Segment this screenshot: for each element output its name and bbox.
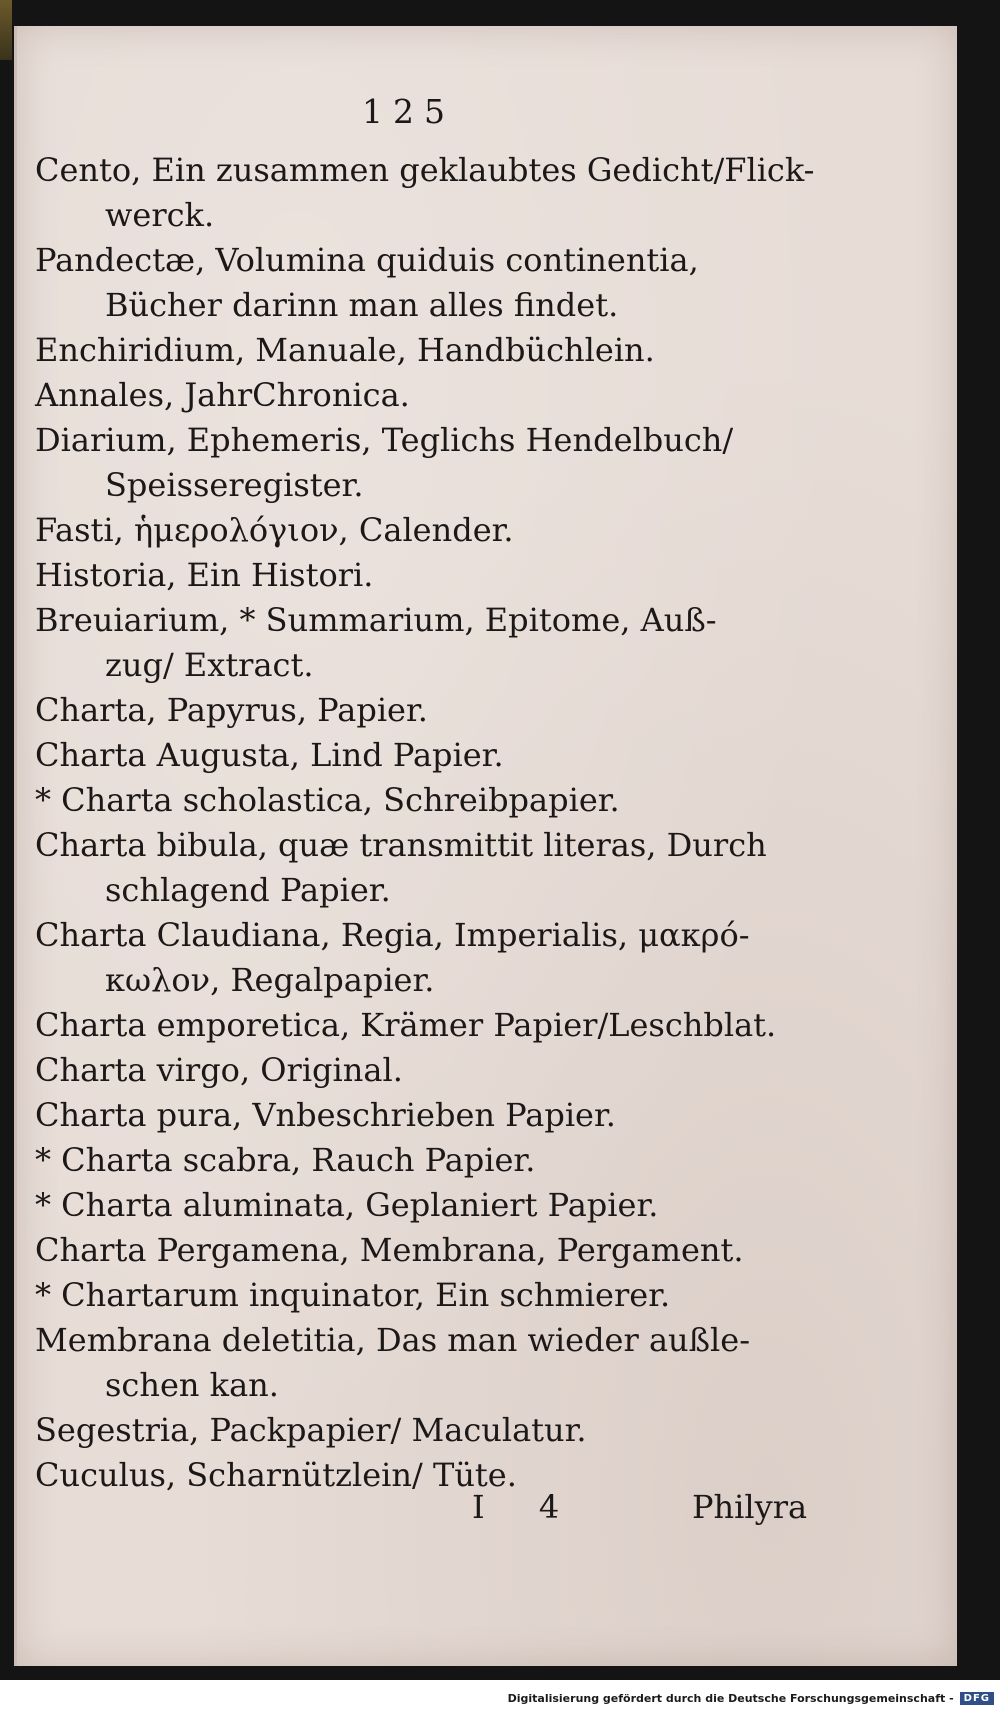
glossary-entry: [35, 913, 935, 1003]
entry-line: Charta pura, Vnbeschrieben Papier.: [35, 1096, 616, 1134]
entry-line: Historia, Ein Histori.: [35, 556, 374, 594]
entry-line: Charta Pergamena, Membrana, Pergament.: [35, 1231, 744, 1269]
glossary-entry: [35, 1228, 935, 1273]
glossary-entry: [35, 733, 935, 778]
glossary-entry: [35, 1408, 935, 1453]
entry-continuation: zug/ Extract.: [105, 646, 314, 684]
glossary-entry: [35, 778, 935, 823]
entry-line: Charta emporetica, Krämer Papier/Leschblat.: [35, 1006, 777, 1044]
glossary-entries: [35, 148, 935, 1498]
glossary-entry: [35, 1003, 935, 1048]
entry-line: Cuculus, Scharnützlein/ Tüte.: [35, 1456, 517, 1494]
credit-text: Digitalisierung gefördert durch die Deutsche Forschungsgemeinschaft -: [507, 1691, 954, 1705]
entry-line: * Charta aluminata, Geplaniert Papier.: [35, 1186, 659, 1224]
entry-continuation: schen kan.: [105, 1366, 279, 1404]
glossary-entry: [35, 688, 935, 733]
entry-continuation: werck.: [105, 196, 215, 234]
entry-continuation: schlagend Papier.: [105, 871, 391, 909]
glossary-entry: [35, 823, 935, 913]
entry-line: Fasti, ἡμερολόγιον, Calender.: [35, 511, 514, 549]
entry-line: Charta Augusta, Lind Papier.: [35, 736, 504, 774]
dfg-logo: DFG: [960, 1692, 994, 1705]
glossary-entry: [35, 238, 935, 328]
glossary-entry: [35, 598, 935, 688]
glossary-entry: [35, 1318, 935, 1408]
page-footer: [17, 1488, 957, 1533]
glossary-entry: [35, 148, 935, 238]
glossary-entry: [35, 508, 935, 553]
glossary-entry: [35, 1273, 935, 1318]
entry-line: Charta virgo, Original.: [35, 1051, 403, 1089]
signature-mark: I 4: [472, 1488, 582, 1526]
catchword: Philyra: [692, 1488, 808, 1526]
entry-continuation: κωλον, Regalpapier.: [105, 961, 435, 999]
entry-continuation: Speisseregister.: [105, 466, 364, 504]
digitization-credit: [508, 1690, 994, 1706]
entry-line: Breuiarium, * Summarium, Epitome, Auß-: [35, 601, 717, 639]
glossary-entry: [35, 1093, 935, 1138]
glossary-entry: [35, 553, 935, 598]
entry-line: Pandectæ, Volumina quiduis continentia,: [35, 241, 699, 279]
entry-line: * Charta scabra, Rauch Papier.: [35, 1141, 536, 1179]
glossary-entry: [35, 1138, 935, 1183]
entry-line: Segestria, Packpapier/ Maculatur.: [35, 1411, 587, 1449]
entry-line: Charta Claudiana, Regia, Imperialis, μακρό-: [35, 916, 750, 954]
glossary-entry: [35, 1048, 935, 1093]
glossary-entry: [35, 373, 935, 418]
page-number: 125: [362, 92, 455, 131]
entry-line: Enchiridium, Manuale, Handbüchlein.: [35, 331, 655, 369]
entry-line: Cento, Ein zusammen geklaubtes Gedicht/Flick-: [35, 151, 815, 189]
book-page: [14, 26, 957, 1666]
glossary-entry: [35, 328, 935, 373]
entry-line: * Charta scholastica, Schreibpapier.: [35, 781, 620, 819]
glossary-entry: [35, 1183, 935, 1228]
book-edge: [0, 0, 12, 60]
entry-line: Charta bibula, quæ transmittit literas, Durch: [35, 826, 767, 864]
entry-line: Annales, JahrChronica.: [35, 376, 410, 414]
entry-line: Membrana deletitia, Das man wieder außle-: [35, 1321, 750, 1359]
glossary-entry: [35, 418, 935, 508]
entry-line: * Chartarum inquinator, Ein schmierer.: [35, 1276, 671, 1314]
entry-continuation: Bücher darinn man alles findet.: [105, 286, 619, 324]
entry-line: Diarium, Ephemeris, Teglichs Hendelbuch/: [35, 421, 734, 459]
entry-line: Charta, Papyrus, Papier.: [35, 691, 428, 729]
